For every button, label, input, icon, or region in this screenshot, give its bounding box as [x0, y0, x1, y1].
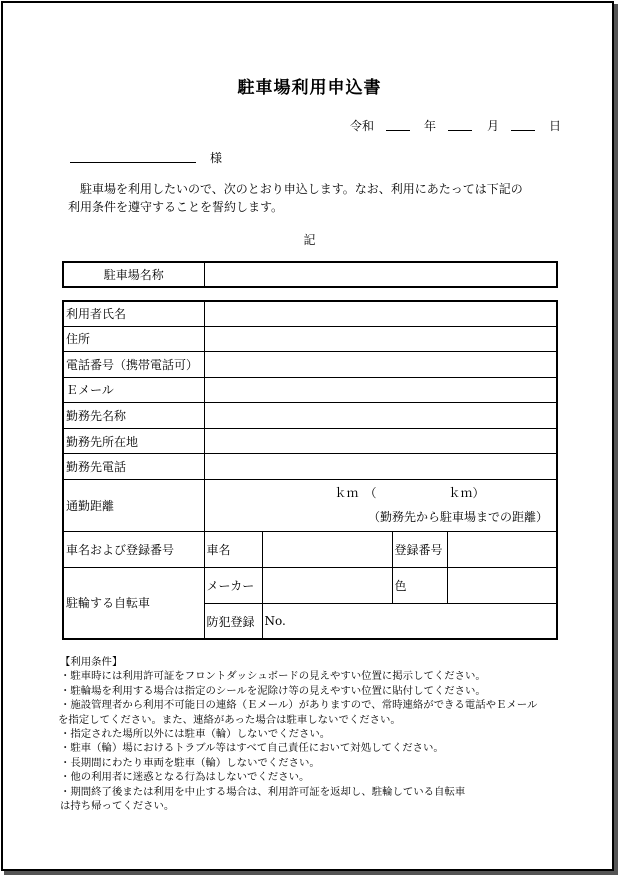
intro-line-1: 駐車場を利用したいので、次のとおり申込します。なお、利用にあたっては下記の — [80, 182, 523, 196]
conditions-heading: 【利用条件】 — [60, 656, 123, 668]
crime-prevention-input[interactable] — [262, 604, 557, 639]
month-input-line[interactable] — [448, 130, 472, 131]
condition-item: ・駐車時には利用許可証をフロントダッシュボードの見えやすい位置に掲示してください。 — [60, 670, 486, 683]
km-note: （勤務先から駐車場までの距離） — [367, 510, 548, 525]
ki-heading: 記 — [303, 233, 316, 247]
condition-item: を指定してください。また、連絡があった場合は駐車しないでください。 — [58, 713, 401, 726]
workplace-phone-label: 勤務先電話 — [63, 454, 204, 480]
workplace-name-label: 勤務先名称 — [63, 403, 204, 429]
address-label: 住所 — [63, 326, 204, 351]
address-input[interactable] — [204, 326, 557, 351]
year-input-line[interactable] — [386, 130, 410, 131]
color-input[interactable] — [447, 567, 557, 603]
maker-label: メーカー — [204, 567, 262, 603]
registration-number-label: 登録番号 — [392, 531, 447, 567]
maker-input[interactable] — [262, 567, 392, 603]
color-label: 色 — [392, 567, 447, 603]
page-shadow-bottom — [4, 871, 618, 875]
page-shadow-right — [614, 4, 618, 874]
date-era: 令和 — [350, 119, 375, 133]
parking-lot-input[interactable] — [204, 262, 557, 287]
bicycle-label: 駐輪する自転車 — [63, 567, 204, 639]
email-label: Ｅメール — [63, 377, 204, 402]
workplace-phone-input[interactable] — [204, 454, 557, 480]
date-day-label: 日 — [549, 119, 562, 133]
workplace-address-label: 勤務先所在地 — [63, 429, 204, 454]
date-month-label: 月 — [487, 119, 500, 133]
email-input[interactable] — [204, 377, 557, 402]
conditions-section — [60, 655, 570, 813]
car-name-label: 車名 — [204, 531, 262, 567]
crime-prevention-label: 防犯登録 — [204, 604, 262, 639]
condition-item: ・他の利用者に迷惑となる行為はしないでください。 — [60, 771, 310, 784]
condition-item: ・指定された場所以外には駐車（輪）しないでください。 — [60, 728, 331, 741]
condition-item: は持ち帰ってください。 — [60, 800, 175, 813]
registration-number-input[interactable] — [447, 531, 557, 567]
intro-line-2: 利用条件を遵守することを誓約します。 — [68, 200, 284, 214]
date-year-label: 年 — [424, 119, 437, 133]
commute-distance-label: 通勤距離 — [63, 480, 204, 531]
parking-lot-label: 駐車場名称 — [63, 262, 204, 287]
workplace-address-input[interactable] — [204, 429, 557, 454]
condition-item: ・駐車（輪）場におけるトラブル等はすべて自己責任において対処してください。 — [60, 742, 444, 755]
application-form-table — [62, 300, 558, 640]
no-prefix: No. — [264, 614, 286, 629]
condition-item: ・長期間にわたり車両を駐車（輪）しないでください。 — [60, 756, 320, 769]
car-label: 車名および登録番号 — [63, 531, 204, 567]
km-line: ｋｍ （ ｋｍ） — [334, 486, 485, 501]
user-name-input[interactable] — [204, 301, 557, 326]
condition-item: ・施設管理者から利用不可能日の連絡（Ｅメール）がありますので、常時連絡ができる電話やＥメール — [60, 699, 538, 712]
document-title: 駐車場利用申込書 — [237, 78, 382, 98]
addressee-suffix: 様 — [210, 151, 223, 165]
phone-input[interactable] — [204, 351, 557, 377]
workplace-name-input[interactable] — [204, 403, 557, 429]
addressee-input-line[interactable] — [70, 162, 196, 163]
car-name-input[interactable] — [262, 531, 392, 567]
phone-label: 電話番号（携帯電話可） — [63, 351, 204, 377]
day-input-line[interactable] — [511, 130, 535, 131]
condition-item: ・期間終了後または利用を中止する場合は、利用許可証を返却し、駐輪している自転車 — [60, 785, 466, 798]
user-name-label: 利用者氏名 — [63, 301, 204, 326]
parking-lot-table — [62, 261, 558, 288]
intro-paragraph — [68, 180, 568, 216]
condition-item: ・駐輪場を利用する場合は指定のシールを泥除け等の見えやすい位置に貼付してください。 — [60, 684, 486, 697]
commute-distance-input[interactable] — [204, 480, 557, 531]
